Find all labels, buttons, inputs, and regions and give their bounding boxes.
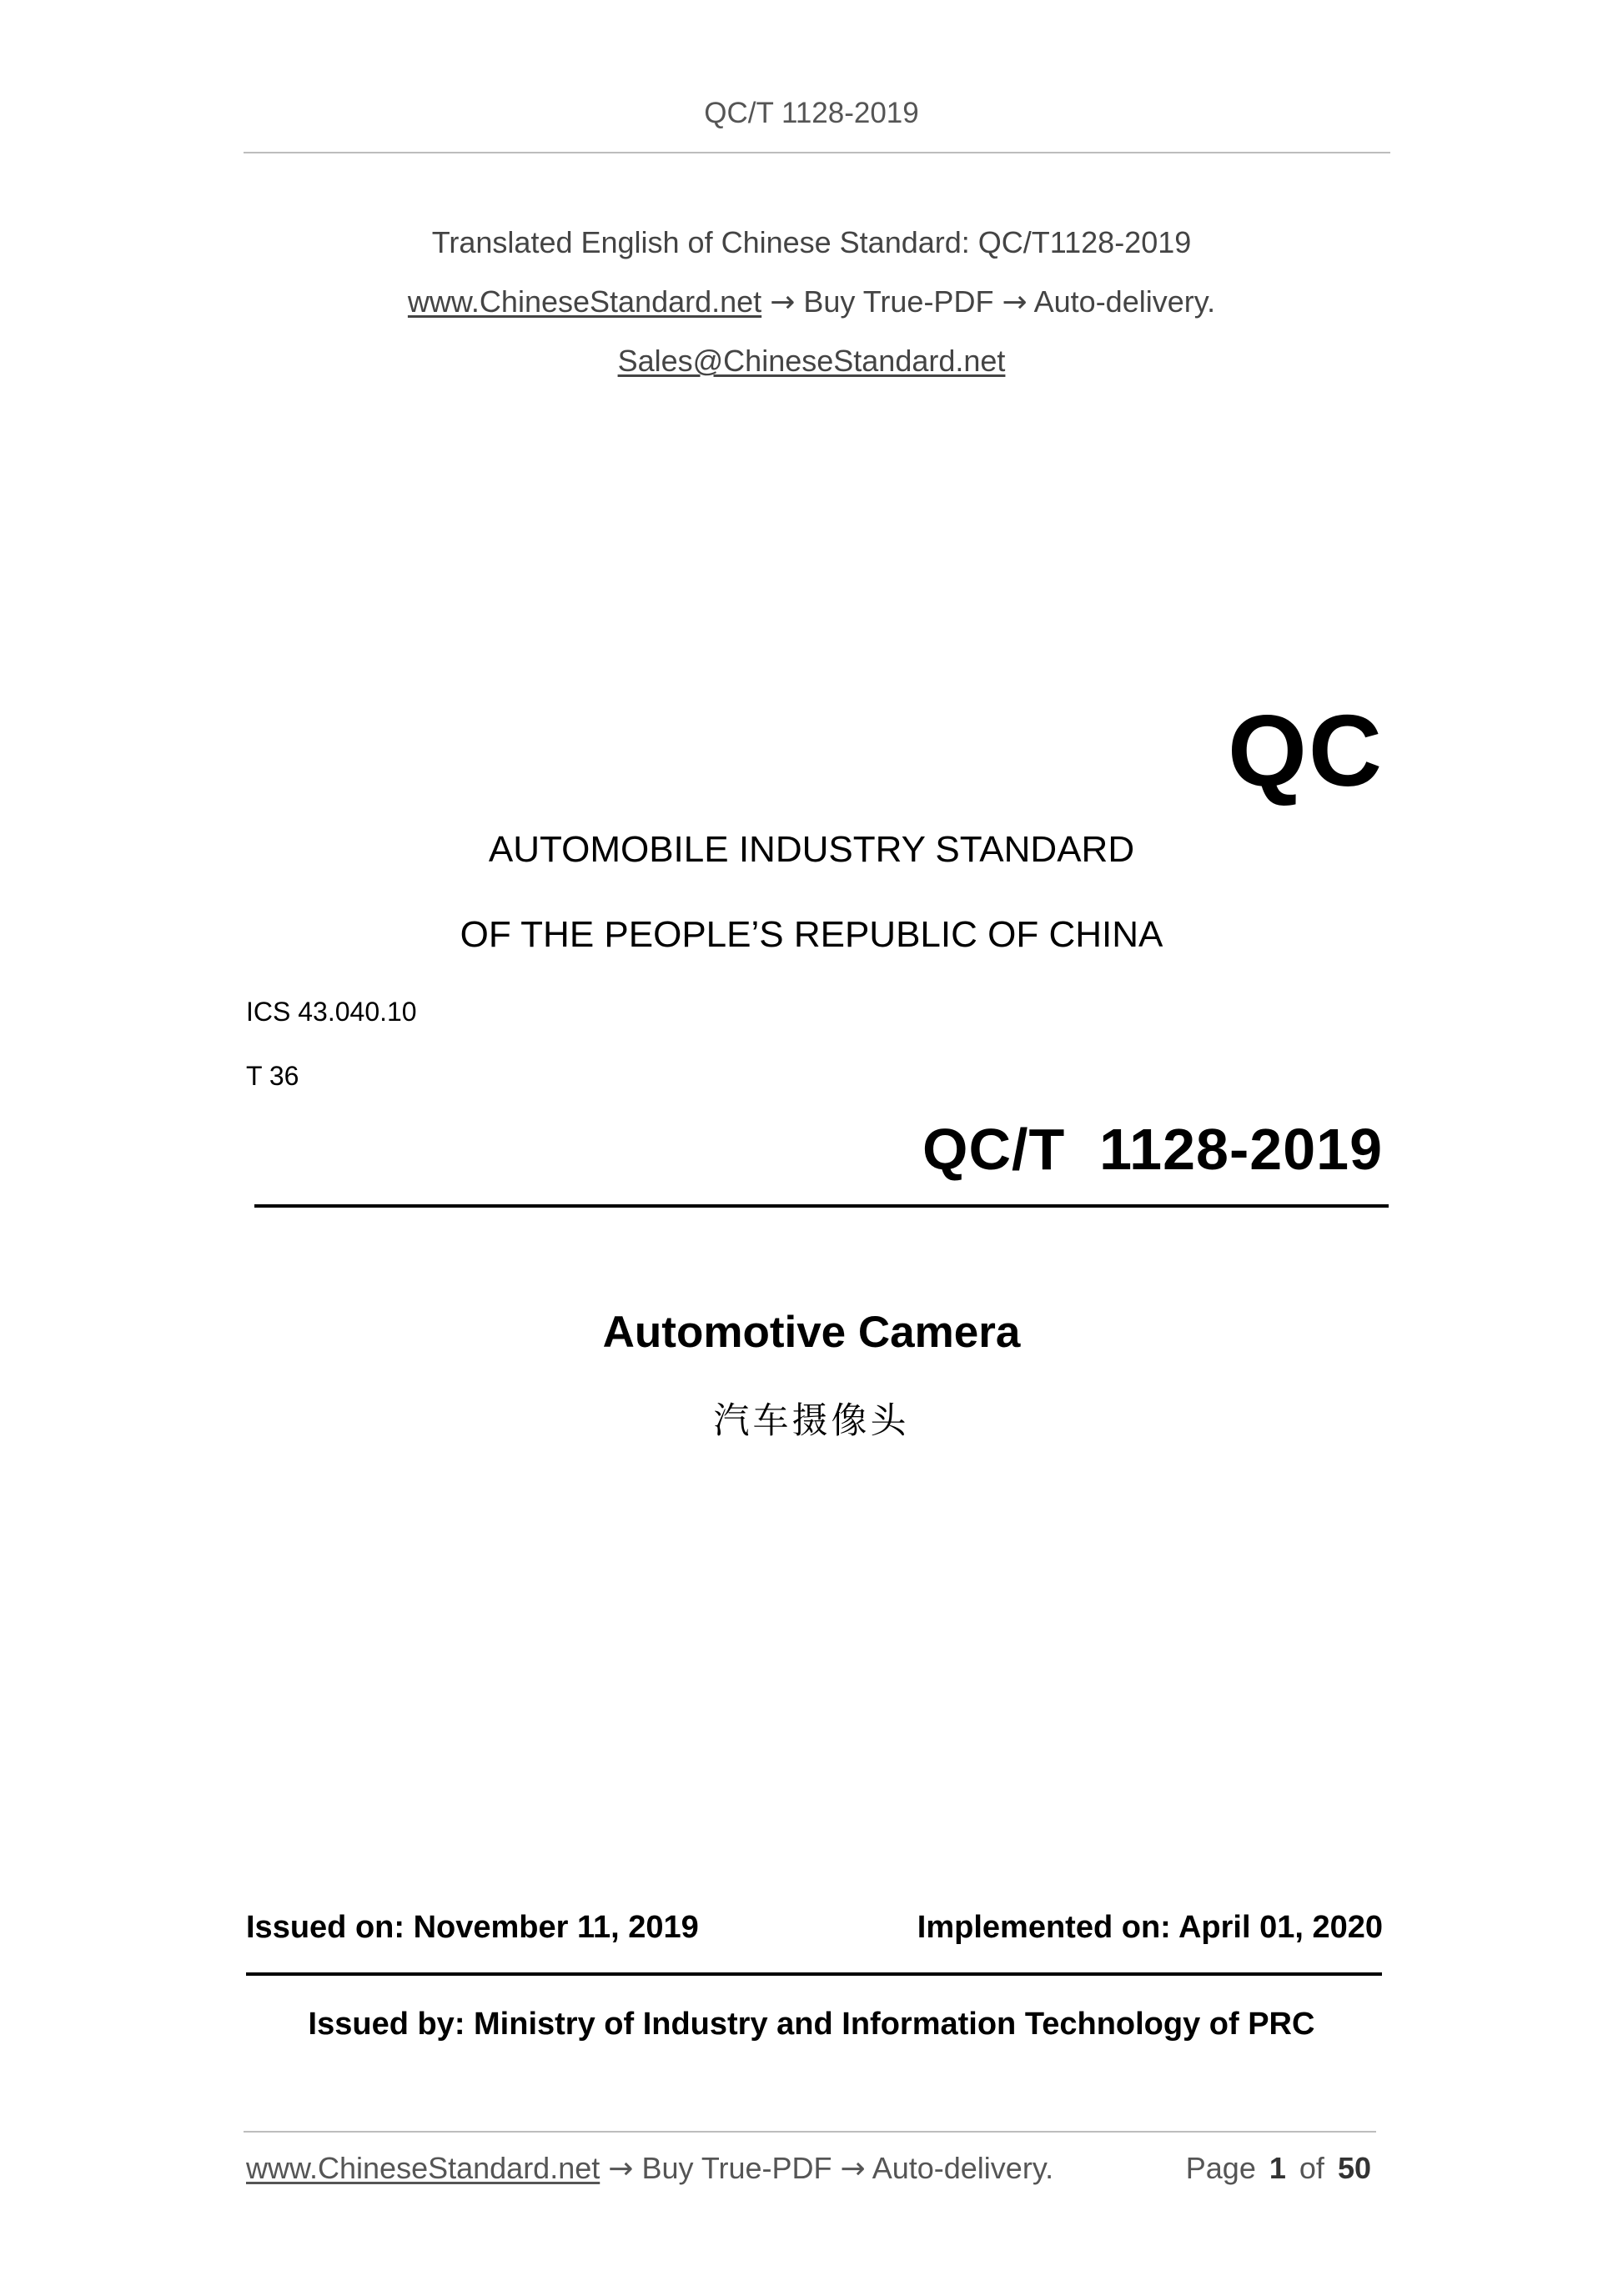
arrow-right-icon: →: [770, 285, 796, 319]
org-line-2: OF THE PEOPLE’S REPUBLIC OF CHINA: [460, 914, 1163, 955]
of-label: of: [1299, 2151, 1324, 2185]
footer-buy-text: Buy True-PDF: [641, 2151, 832, 2185]
arrow-right-icon: →: [1002, 285, 1028, 319]
issuer: Issued by: Ministry of Industry and Information Technology of PRC: [308, 2007, 1315, 2042]
site-link[interactable]: www.ChineseStandard.net: [407, 284, 762, 319]
page-number: 1: [1269, 2151, 1286, 2185]
arrow-right-icon: →: [840, 2152, 866, 2186]
footer-site-link[interactable]: www.ChineseStandard.net: [246, 2151, 600, 2185]
issued-date: Issued on: November 11, 2019: [246, 1910, 699, 1945]
arrow-right-icon: →: [608, 2152, 634, 2186]
page-total: 50: [1337, 2151, 1371, 2185]
footer-divider: [244, 2131, 1376, 2133]
page-label: Page: [1185, 2151, 1256, 2185]
running-header-code: QC/T 1128-2019: [704, 97, 919, 129]
buy-text: Buy True-PDF: [803, 284, 994, 319]
classification-code: T 36: [246, 1061, 299, 1091]
footer-delivery-text: Auto-delivery.: [872, 2151, 1054, 2185]
implemented-date: Implemented on: April 01, 2020: [917, 1910, 1383, 1945]
title-chinese: 汽车摄像头: [713, 1400, 910, 1442]
footer-purchase-line: [246, 2151, 1053, 2186]
delivery-text: Auto-delivery.: [1033, 284, 1216, 319]
email-link[interactable]: Sales@ChineseStandard.net: [617, 344, 1006, 378]
dates-rule: [246, 1972, 1382, 1976]
standard-type-code: QC: [1228, 694, 1384, 807]
header-divider: [244, 152, 1390, 153]
standard-number: QC/T 1128-2019: [922, 1117, 1383, 1182]
email-line: [0, 344, 1623, 379]
page-indicator: [1186, 2151, 1371, 2186]
translation-notice: Translated English of Chinese Standard: QC/T1128-2019: [431, 225, 1192, 259]
org-line-1: AUTOMOBILE INDUSTRY STANDARD: [488, 829, 1135, 870]
standard-number-rule: [254, 1204, 1389, 1208]
ics-code: ICS 43.040.10: [246, 997, 417, 1027]
title-english: Automotive Camera: [602, 1308, 1021, 1357]
purchase-line: [0, 284, 1623, 319]
